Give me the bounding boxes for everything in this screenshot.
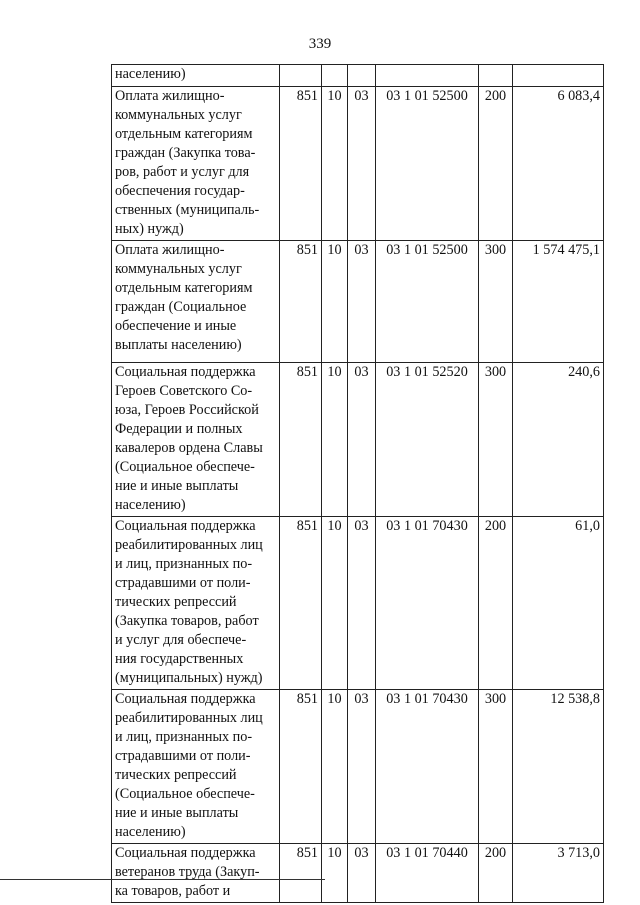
section-cell: 10 (322, 87, 348, 241)
amount-cell: 240,6 (513, 363, 604, 517)
org-code-cell (280, 65, 322, 87)
table-row (112, 844, 604, 903)
table-row (112, 65, 604, 87)
expense-type-cell: 300 (479, 241, 513, 363)
budget-table (111, 64, 604, 903)
amount-cell: 1 574 475,1 (513, 241, 604, 363)
row-name-cell: населению) (112, 65, 280, 87)
section-cell: 10 (322, 690, 348, 844)
section-cell: 10 (322, 241, 348, 363)
expense-type-cell (479, 65, 513, 87)
subsection-cell (348, 65, 376, 87)
section-cell: 10 (322, 363, 348, 517)
target-article-cell: 03 1 01 52500 (376, 87, 479, 241)
amount-cell: 12 538,8 (513, 690, 604, 844)
expense-type-cell: 300 (479, 363, 513, 517)
table-row (112, 690, 604, 844)
table-row (112, 87, 604, 241)
subsection-cell: 03 (348, 844, 376, 903)
subsection-cell: 03 (348, 363, 376, 517)
amount-cell: 3 713,0 (513, 844, 604, 903)
table-row (112, 517, 604, 690)
org-code-cell: 851 (280, 690, 322, 844)
section-cell (322, 65, 348, 87)
expense-type-cell: 200 (479, 517, 513, 690)
subsection-cell: 03 (348, 87, 376, 241)
target-article-cell: 03 1 01 70440 (376, 844, 479, 903)
section-cell: 10 (322, 844, 348, 903)
amount-cell (513, 65, 604, 87)
subsection-cell: 03 (348, 517, 376, 690)
table-row (112, 363, 604, 517)
org-code-cell: 851 (280, 363, 322, 517)
budget-table-body (112, 65, 604, 903)
org-code-cell: 851 (280, 87, 322, 241)
target-article-cell: 03 1 01 52500 (376, 241, 479, 363)
row-name-cell: Социальная поддержка реабилитированных лиц и лиц, признанных по- страдавшими от поли- тических репрессий (Закупка товаров, работ и услуг для обеспече- ния государственных (муниципальных) нужд) (112, 517, 280, 690)
target-article-cell: 03 1 01 70430 (376, 690, 479, 844)
org-code-cell: 851 (280, 844, 322, 903)
row-name-cell: Социальная поддержка реабилитированных лиц и лиц, признанных по- страдавшими от поли- тических репрессий (Социальное обеспече- ние и иные выплаты населению) (112, 690, 280, 844)
page-number: 339 (308, 36, 332, 52)
subsection-cell: 03 (348, 241, 376, 363)
subsection-cell: 03 (348, 690, 376, 844)
section-cell: 10 (322, 517, 348, 690)
row-name-cell: Оплата жилищно- коммунальных услуг отдельным категориям граждан (Социальное обеспечение и иные выплаты населению) (112, 241, 280, 363)
amount-cell: 6 083,4 (513, 87, 604, 241)
amount-cell: 61,0 (513, 517, 604, 690)
org-code-cell: 851 (280, 517, 322, 690)
row-name-cell: Социальная поддержка ветеранов труда (Закуп- ка товаров, работ и (112, 844, 280, 903)
target-article-cell: 03 1 01 52520 (376, 363, 479, 517)
row-name-cell: Оплата жилищно- коммунальных услуг отдельным категориям граждан (Закупка това- ров, работ и услуг для обеспечения государ- ственных (муниципаль- ных) нужд) (112, 87, 280, 241)
expense-type-cell: 200 (479, 87, 513, 241)
row-name-cell: Социальная поддержка Героев Советского Со- юза, Героев Российской Федерации и полных кавалеров ордена Славы (Социальное обеспече- ние и иные выплаты населению) (112, 363, 280, 517)
expense-type-cell: 300 (479, 690, 513, 844)
target-article-cell (376, 65, 479, 87)
footnote-separator (0, 879, 325, 880)
table-row (112, 241, 604, 363)
target-article-cell: 03 1 01 70430 (376, 517, 479, 690)
expense-type-cell: 200 (479, 844, 513, 903)
org-code-cell: 851 (280, 241, 322, 363)
